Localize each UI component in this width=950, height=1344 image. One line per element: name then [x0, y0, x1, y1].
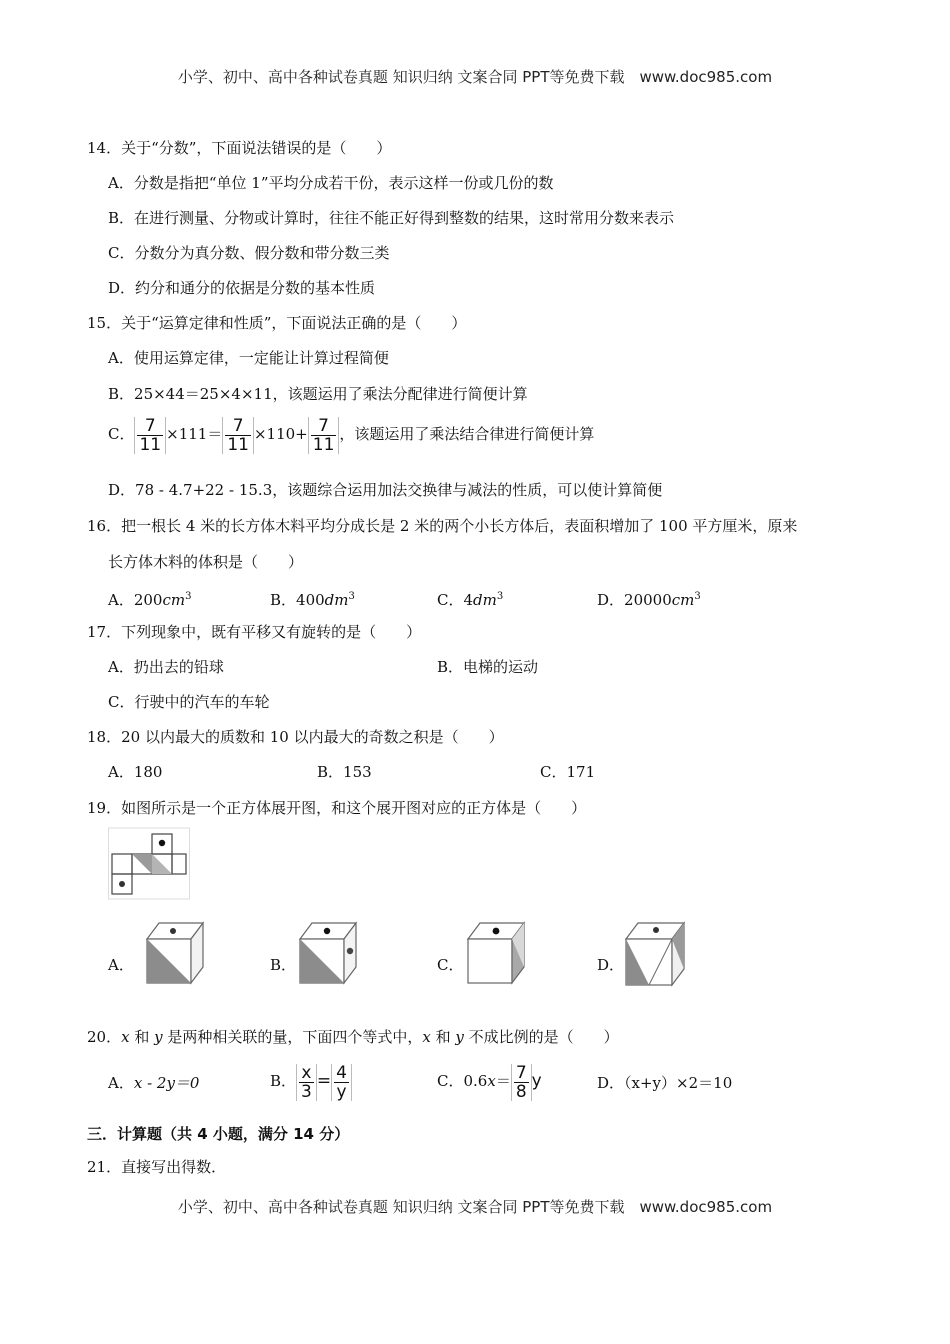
- fraction-7-11: $\frac{7}{11}$: [308, 417, 340, 454]
- q15-option-c: [108, 414, 594, 454]
- q20-stem: 20．x 和 y 是两种相关联的量，下面四个等式中，x 和 y 不成比例的是（ ）: [87, 1028, 619, 1046]
- q18-option-b: B．153: [317, 763, 372, 781]
- q14-option-d: D．约分和通分的依据是分数的基本性质: [108, 279, 376, 297]
- page-footer: 小学、初中、高中各种试卷真题 知识归纳 文案合同 PPT等免费下载 www.doc985.com: [177, 1198, 773, 1216]
- q19-option-c: C．: [437, 956, 464, 974]
- q20-option-b: B． $\frac{x}{3}$ = $\frac{4}{y}$: [270, 1058, 352, 1104]
- q15-c-suffix: ，该题运用了乘法结合律进行简便计算: [339, 425, 595, 443]
- q14-stem: 14．关于“分数”，下面说法错误的是（ ）: [87, 139, 392, 157]
- cube-option-b-icon: [294, 913, 372, 987]
- q17-option-c: C．行驶中的汽车的车轮: [108, 693, 270, 711]
- q16-option-b: B．$400dm^3$: [270, 591, 355, 609]
- q15-option-a: A．使用运算定律，一定能让计算过程简便: [108, 349, 389, 367]
- q16-option-c: C．$4dm^3$: [437, 591, 504, 609]
- page-header: 小学、初中、高中各种试卷真题 知识归纳 文案合同 PPT等免费下载 www.doc985.com: [177, 68, 773, 86]
- q16-option-d: D．$20000cm^3$: [597, 591, 701, 609]
- fraction-x-3: $\frac{x}{3}$: [296, 1064, 317, 1101]
- q17-stem: 17．下列现象中，既有平移又有旋转的是（ ）: [87, 623, 422, 641]
- q19-option-b: B．: [270, 956, 297, 974]
- q20-option-c: C．0.6x＝ $\frac{7}{8}$ y: [437, 1062, 542, 1102]
- q17-option-b: B．电梯的运动: [437, 658, 539, 676]
- q15-c-mul1: ×111＝: [166, 425, 223, 443]
- q18-option-a: A．180: [108, 763, 163, 781]
- q15-option-d: D．78 - 4.7+22 - 15.3，该题综合运用加法交换律与减法的性质，可以使计算简便: [108, 481, 663, 499]
- q18-stem: 18．20 以内最大的质数和 10 以内最大的奇数之积是（ ）: [87, 728, 504, 746]
- cube-option-d-icon: [622, 911, 692, 989]
- q15-c-prefix: C．: [108, 425, 135, 443]
- q15-stem: 15．关于“运算定律和性质”，下面说法正确的是（ ）: [87, 314, 467, 332]
- q15-option-b: B．25×44＝25×4×11，该题运用了乘法分配律进行简便计算: [108, 385, 528, 403]
- q14-option-a: A．分数是指把“单位 1”平均分成若干份，表示这样一份或几份的数: [108, 174, 554, 192]
- q18-option-c: C．171: [540, 763, 596, 781]
- q14-option-c: C．分数分为真分数、假分数和带分数三类: [108, 244, 390, 262]
- q15-c-mul2: ×110+: [253, 425, 308, 443]
- cube-net-figure: [108, 826, 190, 900]
- fraction-7-11: $\frac{7}{11}$: [134, 417, 166, 454]
- q16-stem-line1: 16．把一根长 4 米的长方体木料平均分成长是 2 米的两个小长方体后，表面积增加了 100 平方厘米，原来: [87, 517, 798, 535]
- q21-stem: 21．直接写出得数．: [87, 1158, 227, 1176]
- q20-option-a: A．x - 2y＝0: [108, 1074, 200, 1092]
- fraction-7-11: $\frac{7}{11}$: [222, 417, 254, 454]
- q17-option-a: A．扔出去的铅球: [108, 658, 224, 676]
- cube-option-c-icon: [462, 913, 540, 987]
- fraction-7-8: $\frac{7}{8}$: [511, 1064, 532, 1101]
- section-3-title: 三．计算题（共 4 小题，满分 14 分）: [87, 1125, 350, 1143]
- q19-stem: 19．如图所示是一个正方体展开图，和这个展开图对应的正方体是（ ）: [87, 799, 587, 817]
- q16-stem-line2: 长方体木料的体积是（ ）: [108, 553, 304, 571]
- q19-option-d: D．: [597, 956, 625, 974]
- q19-option-a: A．: [108, 956, 134, 974]
- q14-option-b: B．在进行测量、分物或计算时，往往不能正好得到整数的结果，这时常用分数来表示: [108, 209, 675, 227]
- q16-option-a: A．$200cm^3$: [108, 591, 192, 609]
- cube-option-a-icon: [133, 913, 211, 987]
- q20-option-d: D．（x+y）×2＝10: [597, 1074, 733, 1092]
- fraction-4-y: $\frac{4}{y}$: [331, 1064, 352, 1101]
